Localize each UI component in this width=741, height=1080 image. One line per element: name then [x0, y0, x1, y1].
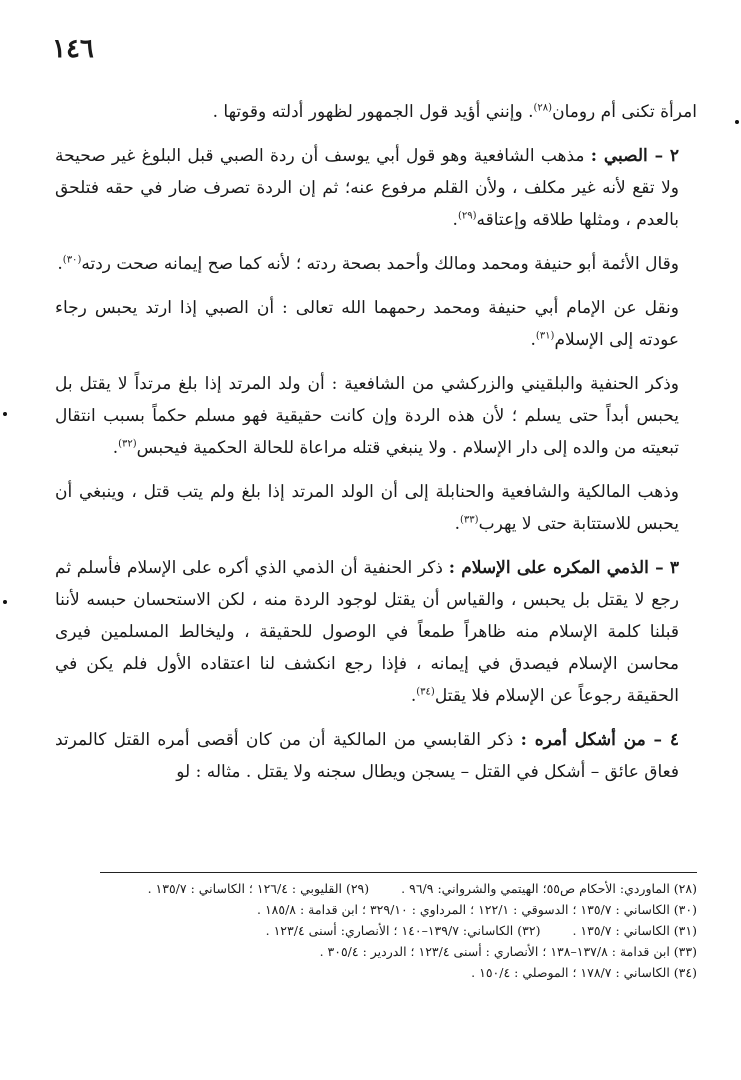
paragraph-2 [55, 140, 697, 236]
footnote-30: (٣٠) الكاساني : ١٣٥/٧ ؛ الدسوقي : ١٢٢/١ ؛ المرداوي : ٣٢٩/١٠ ؛ ابن قدامة : ١٨٥/٨ . [256, 902, 697, 917]
footnotes [100, 878, 697, 983]
footnote-ref: (٢٩) [457, 210, 477, 222]
footnote-ref: (٣٤) [416, 686, 435, 698]
paragraph-3 [55, 248, 697, 280]
footnote-32: (٣٢) الكاساني: ١٣٩/٧–١٤٠ ؛ الأنصاري: أسنى ١٢٣/٤ . [265, 923, 541, 938]
paragraph-tail: . [112, 438, 119, 458]
paragraph-tail: . [452, 210, 458, 230]
paragraph-tail: . [57, 254, 63, 274]
footnote-34: (٣٤) الكاساني : ١٧٨/٧ ؛ الموصلي : ١٥٠/٤ . [471, 965, 697, 980]
paragraph-8 [55, 724, 697, 788]
paragraph-1 [55, 96, 697, 128]
paragraph-text: ونقل عن الإمام أبي حنيفة ومحمد رحمهما الله تعالى : أن الصبي إذا ارتد يحبس رجاء عودته إلى الإسلام [55, 298, 679, 350]
paragraph-text: ذكر القابسي من المالكية أن من كان أقصى أمره القتل كالمرتد فعاق عائق – أشكل في القتل – يسجن ويطال سجنه ولا يقتل . مثاله : لو [55, 730, 679, 782]
footnote-line [100, 920, 697, 941]
paragraph-tail: . [454, 514, 460, 534]
paragraph-4 [55, 292, 697, 356]
footnote-ref: (٢٨) [533, 102, 553, 114]
footnote-line [100, 962, 697, 983]
paragraph-text: وقال الأئمة أبو حنيفة ومحمد ومالك وأحمد بصحة ردته ؛ لأنه كما صح إيمانه صحت ردته [81, 254, 679, 274]
footnote-divider [100, 872, 697, 873]
footnote-33: (٣٣) ابن قدامة : ١٣٧/٨–١٣٨ ؛ الأنصاري : أسنى ١٢٣/٤ ؛ الدردير : ٣٠٥/٤ . [319, 944, 697, 959]
footnote-ref: (٣٣) [460, 514, 479, 526]
footnote-28: (٢٨) الماوردي: الأحكام ص٥٥؛ الهيتمي والشرواني: ٩٦/٩ . [401, 881, 697, 896]
paragraph-text: وذكر الحنفية والبلقيني والزركشي من الشافعية : أن ولد المرتد إذا بلغ مرتداً لا يقتل بل يحبس أبداً حتى يسلم ؛ لأن هذه الردة وإن كانت حقيقية فهو مسلم حكماً بسبب انتقال تبعيته من والده إلى دار الإسلام . ولا ينبغي قتله مراعاة للحالة الحكمية فيحبس [55, 374, 679, 458]
section-heading: ٤ – من أشكل أمره : [520, 730, 680, 750]
paragraph-text: امرأة تكنى أم رومان [552, 102, 697, 122]
paragraph-tail: . [530, 330, 536, 350]
scan-mark [3, 412, 7, 416]
footnote-ref: (٣٢) [118, 438, 137, 450]
paragraph-tail: . [410, 686, 417, 706]
paragraph-5 [55, 368, 697, 464]
footnote-line [100, 899, 697, 920]
paragraph-text: مذهب الشافعية وهو قول أبي يوسف أن ردة الصبي قبل البلوغ غير صحيحة ولا تقع لأنه غير مكلف ، ولأن القلم مرفوع عنه؛ ثم إن الردة تصرف ضار في حقه فتلحق بالعدم ، ومثلها طلاقه وإعتاقه [55, 146, 679, 230]
footnote-31: (٣١) الكاساني : ١٣٥/٧ . [572, 923, 697, 938]
scan-mark [3, 600, 7, 604]
section-heading: ٣ – الذمي المكره على الإسلام : [448, 558, 679, 578]
footnote-ref: (٣١) [535, 330, 555, 342]
paragraph-tail: . وإنني أؤيد قول الجمهور لظهور أدلته وقوتها . [212, 102, 534, 122]
paragraph-7 [55, 552, 697, 712]
scan-mark [735, 120, 739, 124]
footnote-ref: (٣٠) [62, 254, 82, 266]
footnote-29: (٢٩) القليوبي : ١٢٦/٤ ؛ الكاساني : ١٣٥/٧ . [147, 881, 370, 896]
section-heading: ٢ – الصبي : [590, 146, 679, 166]
paragraph-text: ذكر الحنفية أن الذمي الذي أكره على الإسلام فأسلم ثم رجع لا يقتل بل يحبس ، والقياس أن يقتل لوجود الردة منه ، لكن الاستحسان حبسه لأننا قبلنا كلمة الإسلام منه ظاهراً طمعاً في الوصول للحقيقة ، وليخالط المسلمين فيرى محاسن الإسلام فيصدق في إيمانه ، فإذا رجع انكشف لنا اعتقاده الأول فلم يكن في الحقيقة رجوعاً عن الإسلام فلا يقتل [55, 558, 680, 706]
page-number: ١٤٦ [52, 34, 94, 64]
main-text [55, 96, 697, 800]
footnote-line [100, 878, 697, 899]
paragraph-text: وذهب المالكية والشافعية والحنابلة إلى أن الولد المرتد إذا بلغ ولم يتب قتل ، وينبغي أن يحبس للاستتابة حتى لا يهرب [55, 482, 679, 534]
paragraph-6 [55, 476, 697, 540]
footnote-line [100, 941, 697, 962]
